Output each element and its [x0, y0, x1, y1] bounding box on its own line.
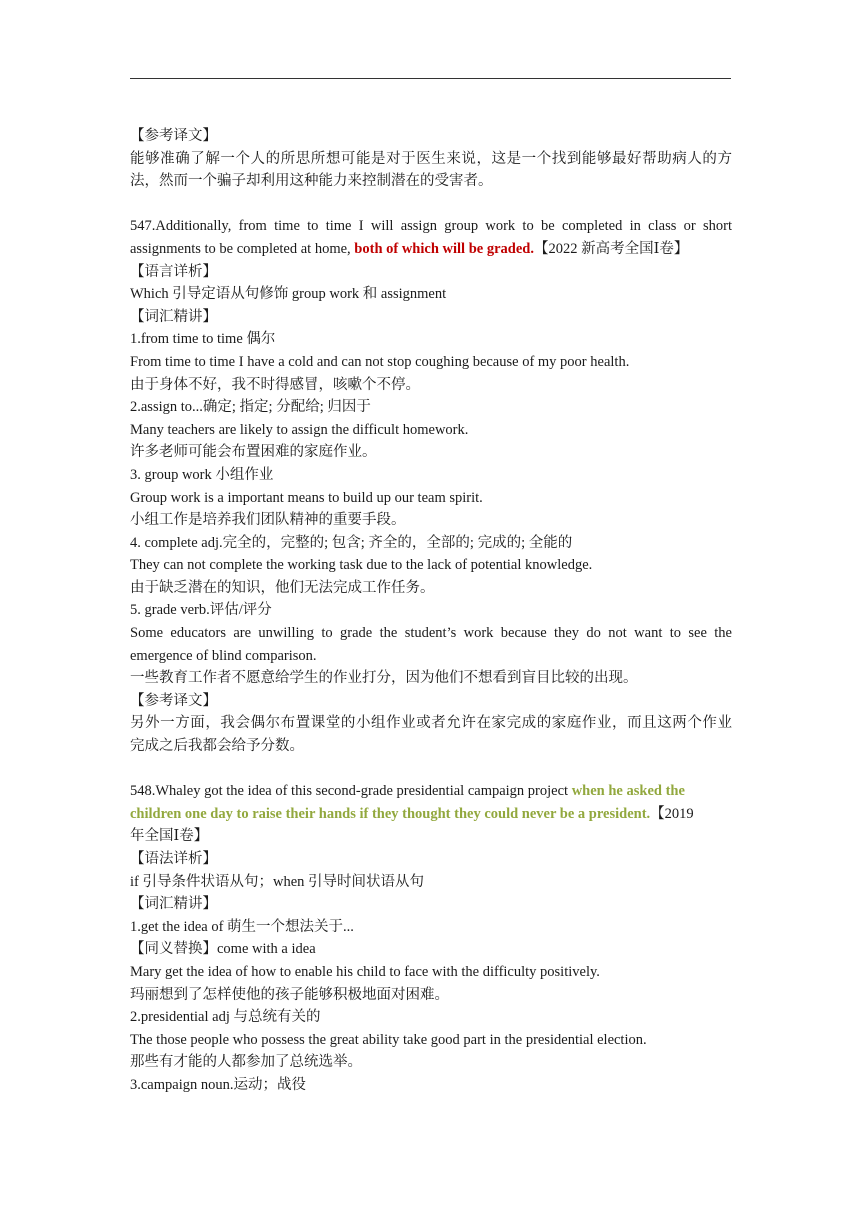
highlighted-clause: children one day to raise their hands if they thought they could never be a president.: [130, 805, 651, 822]
ref-heading: 【参考译文】: [130, 692, 217, 709]
vocab-example-en: Mary get the idea of how to enable his child to face with the difficulty positively.: [130, 963, 600, 980]
vocab-example-zh: 许多老师可能会布置困难的家庭作业。: [130, 444, 377, 461]
vocab-example-en: The those people who possess the great ability take good part in the presidential election.: [130, 1031, 647, 1048]
grammar-heading: 【语法详析】: [130, 851, 217, 867]
header-rule: [130, 78, 731, 79]
vocab-example-zh: 玛丽想到了怎样使他的孩子能够积极地面对困难。: [130, 986, 449, 1003]
grammar-text: if 引导条件状语从句；when 引导时间状语从句: [130, 873, 425, 890]
source-tag: 【2019: [650, 805, 694, 822]
vocab-example-en: Group work is a important means to build up our team spirit.: [130, 489, 483, 506]
item-547-sentence: 547.Additionally, from time to time I will assign group work to be completed in class or short: [130, 218, 732, 235]
sentence-text: 548.Whaley got the idea of this second-grade presidential campaign project: [130, 783, 572, 800]
vocab-example-en-cont: emergence of blind comparison.: [130, 647, 317, 664]
vocab-term: 1.from time to time 偶尔: [130, 331, 276, 348]
vocab-term: 2.presidential adj 与总统有关的: [130, 1009, 321, 1026]
ref-text: 法，然而一个骗子却利用这种能力来控制潜在的受害者。: [130, 173, 493, 190]
ref-text: 完成之后我都会给予分数。: [130, 738, 304, 755]
source-tag-cont: 年全国Ⅰ卷】: [130, 828, 209, 845]
highlighted-clause: both of which will be graded.: [354, 240, 534, 257]
vocab-example-zh: 那些有才能的人都参加了总统选举。: [130, 1054, 362, 1071]
vocab-example-zh: 一些教育工作者不愿意给学生的作业打分，因为他们不想看到盲目比较的出现。: [130, 670, 638, 687]
vocab-heading: 【词汇精讲】: [130, 308, 217, 325]
vocab-term: 3.campaign noun.运动；战役: [130, 1076, 306, 1093]
highlighted-clause: when he asked the: [571, 783, 685, 800]
vocab-term: 1.get the idea of 萌生一个想法关于...: [130, 918, 354, 935]
item-548-sentence-cont: [130, 803, 732, 826]
vocab-example-en: Many teachers are likely to assign the difficult homework.: [130, 421, 469, 438]
ref-heading: 【参考译文】: [130, 128, 217, 144]
vocab-example-zh: 由于身体不好，我不时得感冒，咳嗽个不停。: [130, 376, 420, 393]
ref-text: 另外一方面，我会偶尔布置课堂的小组作业或者允许在家完成的家庭作业，而且这两个作业: [130, 715, 732, 732]
vocab-synonym: 【同义替换】come with a idea: [130, 941, 316, 958]
document-body: [130, 125, 732, 1097]
vocab-example-en: Some educators are unwilling to grade the student’s work because they do not want to see the: [130, 625, 732, 642]
source-tag: 【2022 新高考全国Ⅰ卷】: [533, 240, 689, 257]
sentence-text: assignments to be completed at home,: [130, 240, 355, 257]
vocab-example-zh: 小组工作是培养我们团队精神的重要手段。: [130, 512, 406, 529]
vocab-example-en: They can not complete the working task due to the lack of potential knowledge.: [130, 557, 593, 574]
vocab-term: 2.assign to...确定; 指定; 分配给; 归因于: [130, 399, 371, 416]
language-text: Which 引导定语从句修饰 group work 和 assignment: [130, 286, 447, 303]
item-548-sentence: [130, 780, 732, 803]
vocab-term: 5. grade verb.评估/评分: [130, 602, 272, 619]
vocab-heading: 【词汇精讲】: [130, 896, 217, 913]
vocab-example-zh: 由于缺乏潜在的知识，他们无法完成工作任务。: [130, 579, 435, 596]
ref-text: 能够准确了解一个人的所思所想可能是对于医生来说，这是一个找到能够最好帮助病人的方: [130, 150, 732, 167]
vocab-term: 3. group work 小组作业: [130, 466, 274, 483]
language-heading: 【语言详析】: [130, 263, 217, 280]
vocab-example-en: From time to time I have a cold and can not stop coughing because of my poor health.: [130, 353, 630, 370]
vocab-term: 4. complete adj.完全的，完整的; 包含; 齐全的，全部的; 完成的; 全能的: [130, 534, 573, 551]
item-547-sentence-cont: [130, 238, 732, 261]
